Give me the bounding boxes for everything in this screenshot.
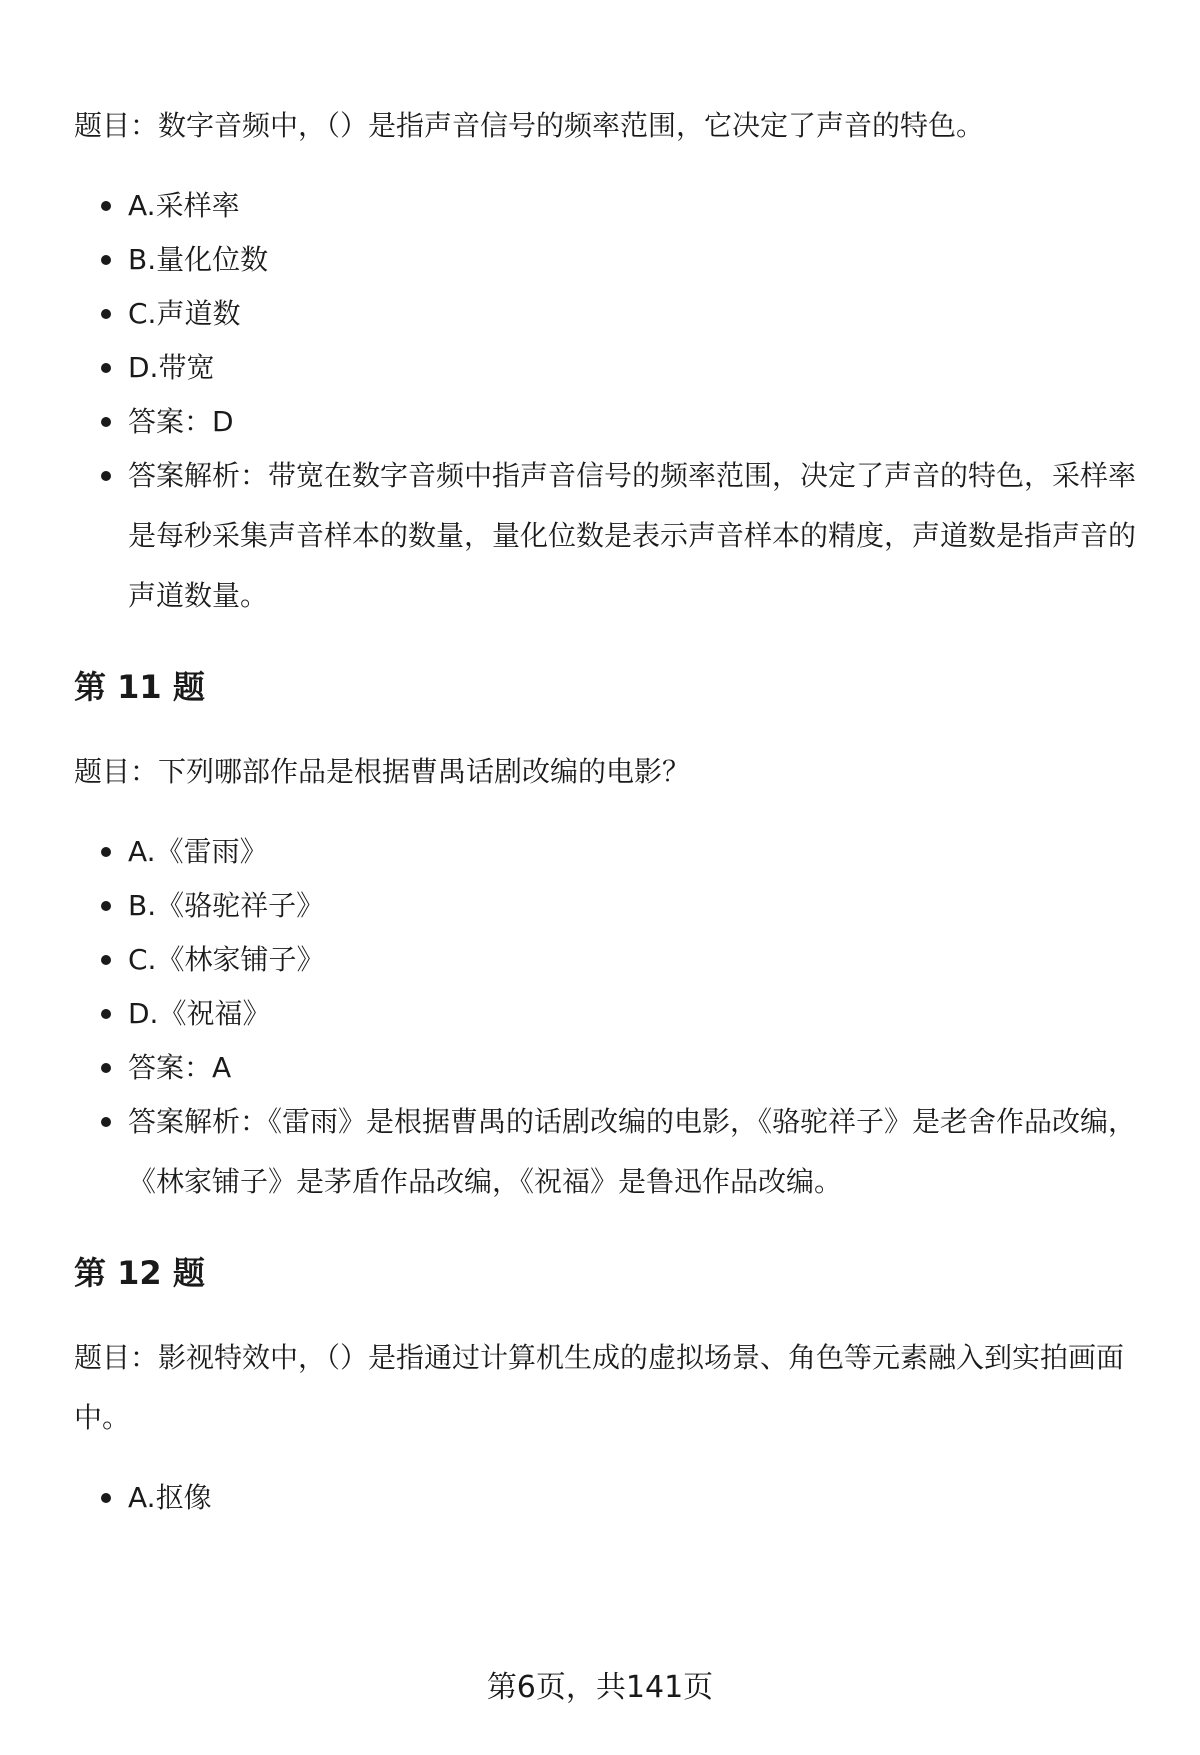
question-stem: 题目：下列哪部作品是根据曹禺话剧改编的电影？ <box>74 755 691 788</box>
option-label: A.采样率 <box>128 189 240 222</box>
bullet-icon <box>101 201 111 211</box>
option-label: C.《林家铺子》 <box>128 943 325 976</box>
document-page <box>74 96 1144 1528</box>
question-heading: 第 12 题 <box>74 1254 205 1292</box>
option-item <box>74 822 1144 882</box>
bullet-icon <box>101 417 111 427</box>
option-item <box>74 1468 1144 1528</box>
question-stem: 题目：数字音频中，（）是指声音信号的频率范围，它决定了声音的特色。 <box>74 109 985 142</box>
bullet-icon <box>101 363 111 373</box>
question-stem: 题目：影视特效中，（）是指通过计算机生成的虚拟场景、角色等元素融入到实拍画面中。 <box>74 1341 1125 1434</box>
page-footer: 第6页，共141页 <box>486 1670 714 1705</box>
bullet-icon <box>101 1009 111 1019</box>
bullet-icon <box>101 1493 111 1503</box>
option-label: D.带宽 <box>128 351 215 384</box>
analysis-item <box>74 1092 1144 1212</box>
option-label: C.声道数 <box>128 297 241 330</box>
option-item <box>74 284 1144 344</box>
option-list <box>74 1468 1144 1528</box>
bullet-icon <box>101 847 111 857</box>
analysis-text: 答案解析：带宽在数字音频中指声音信号的频率范围，决定了声音的特色，采样率是每秒采集声音样本的数量，量化位数是表示声音样本的精度，声道数是指声音的声道数量。 <box>128 459 1137 612</box>
bullet-icon <box>101 1063 111 1073</box>
option-item <box>74 176 1144 236</box>
analysis-text: 答案解析：《雷雨》是根据曹禺的话剧改编的电影，《骆驼祥子》是老舍作品改编，《林家铺子》是茅盾作品改编，《祝福》是鲁迅作品改编。 <box>128 1105 1137 1198</box>
option-item <box>74 876 1144 936</box>
option-item <box>74 230 1144 290</box>
answer-item <box>74 1038 1144 1098</box>
answer-item <box>74 392 1144 452</box>
answer-label: 答案：D <box>128 405 234 438</box>
question-heading: 第 11 题 <box>74 668 205 706</box>
bullet-icon <box>101 309 111 319</box>
analysis-item <box>74 446 1144 626</box>
option-item <box>74 930 1144 990</box>
answer-label: 答案：A <box>128 1051 232 1084</box>
option-label: A.《雷雨》 <box>128 835 268 868</box>
option-list <box>74 176 1144 626</box>
bullet-icon <box>101 955 111 965</box>
option-label: B.量化位数 <box>128 243 269 276</box>
option-label: B.《骆驼祥子》 <box>128 889 325 922</box>
option-list <box>74 822 1144 1212</box>
option-label: A.抠像 <box>128 1481 212 1514</box>
option-item <box>74 338 1144 398</box>
bullet-icon <box>101 1117 111 1127</box>
bullet-icon <box>101 901 111 911</box>
option-label: D.《祝福》 <box>128 997 271 1030</box>
bullet-icon <box>101 255 111 265</box>
bullet-icon <box>101 471 111 481</box>
option-item <box>74 984 1144 1044</box>
